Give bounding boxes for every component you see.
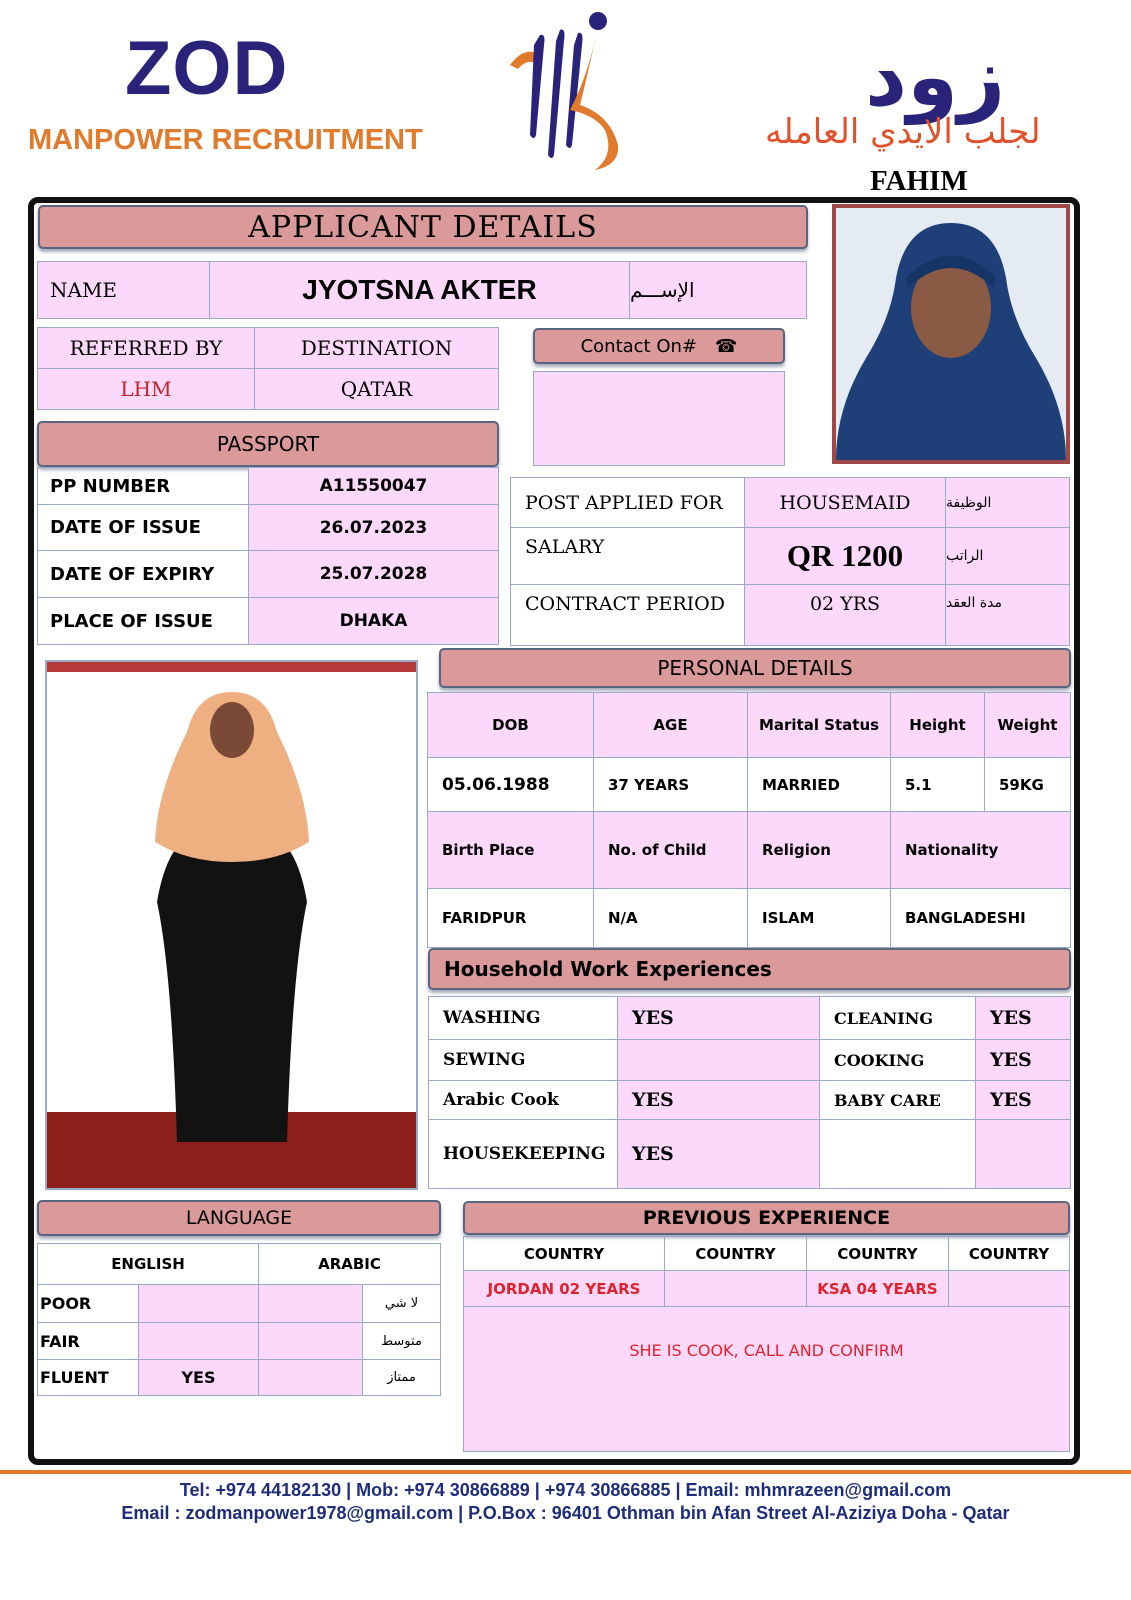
referred-by-value: LHM — [37, 368, 255, 410]
logo-arabic-text: زود — [865, 30, 1006, 125]
washing-value: YES — [617, 996, 820, 1040]
post-applied-label: POST APPLIED FOR — [510, 477, 745, 528]
portrait-photo — [832, 204, 1070, 464]
country-value-3: KSA 04 YEARS — [806, 1270, 949, 1307]
contact-value — [533, 371, 785, 466]
post-applied-label-arabic: الوظيفة — [945, 477, 1070, 528]
arabic-cook-value: YES — [617, 1080, 820, 1120]
company-logo-icon — [500, 5, 640, 175]
previous-experience-title: PREVIOUS EXPERIENCE — [463, 1201, 1070, 1235]
phone-icon: ☎ — [715, 335, 738, 357]
place-of-issue-label: PLACE OF ISSUE — [37, 597, 249, 645]
poor-label-arabic: لا شي — [362, 1284, 441, 1323]
arabic-header: ARABIC — [258, 1243, 441, 1285]
fluent-label-arabic: ممتاز — [362, 1359, 441, 1396]
marital-status-header: Marital Status — [747, 692, 891, 758]
poor-english — [138, 1284, 259, 1323]
country-header-1: COUNTRY — [463, 1236, 665, 1271]
destination-label: DESTINATION — [254, 327, 499, 369]
baby-care-value: YES — [975, 1080, 1071, 1120]
birth-place-header: Birth Place — [427, 811, 594, 889]
date-of-expiry-label: DATE OF EXPIRY — [37, 550, 249, 598]
previous-experience-note: SHE IS COOK, CALL AND CONFIRM — [463, 1306, 1070, 1452]
height-header: Height — [890, 692, 985, 758]
contract-period-label: CONTRACT PERIOD — [510, 584, 745, 646]
date-of-issue-value: 26.07.2023 — [248, 504, 499, 551]
housekeeping-label: HOUSEKEEPING — [428, 1119, 618, 1189]
religion-value: ISLAM — [747, 888, 891, 948]
applicant-name: JYOTSNA AKTER — [209, 261, 630, 319]
agent-name: FAHIM — [870, 165, 968, 197]
dob-header: DOB — [427, 692, 594, 758]
age-value: 37 YEARS — [593, 757, 748, 812]
weight-value: 59KG — [984, 757, 1071, 812]
fluent-arabic — [258, 1359, 363, 1396]
weight-header: Weight — [984, 692, 1071, 758]
referred-by-label: REFERRED BY — [37, 327, 255, 369]
sewing-value — [617, 1039, 820, 1081]
nationality-header: Nationality — [890, 811, 1071, 889]
household-title: Household Work Experiences — [428, 948, 1071, 990]
household-empty-label — [819, 1119, 976, 1189]
cooking-value: YES — [975, 1039, 1071, 1081]
contact-label: Contact On# — [580, 335, 697, 357]
cleaning-value: YES — [975, 996, 1071, 1040]
contract-period-value: 02 YRS — [744, 584, 946, 646]
name-label: NAME — [37, 261, 210, 319]
salary-value: QR 1200 — [744, 527, 946, 585]
date-of-expiry-value: 25.07.2028 — [248, 550, 499, 598]
marital-status-value: MARRIED — [747, 757, 891, 812]
height-value: 5.1 — [890, 757, 985, 812]
birth-place-value: FARIDPUR — [427, 888, 594, 948]
country-header-3: COUNTRY — [806, 1236, 949, 1271]
pp-number-value: A11550047 — [248, 467, 499, 505]
logo-subtitle: MANPOWER RECRUITMENT — [28, 124, 423, 156]
housekeeping-value: YES — [617, 1119, 820, 1189]
full-body-photo — [45, 660, 418, 1190]
cooking-label: COOKING — [819, 1039, 976, 1081]
place-of-issue-value: DHAKA — [248, 597, 499, 645]
fluent-label: FLUENT — [37, 1359, 139, 1396]
full-body-image-icon — [47, 672, 416, 1188]
personal-details-title: PERSONAL DETAILS — [439, 648, 1071, 688]
english-header: ENGLISH — [37, 1243, 259, 1285]
portrait-image-icon — [836, 208, 1066, 460]
footer-divider — [0, 1470, 1131, 1474]
country-header-4: COUNTRY — [948, 1236, 1070, 1271]
applicant-details-title: APPLICANT DETAILS — [38, 205, 808, 249]
fluent-english: YES — [138, 1359, 259, 1396]
nationality-value: BANGLADESHI — [890, 888, 1071, 948]
post-applied-value: HOUSEMAID — [744, 477, 946, 528]
no-of-child-value: N/A — [593, 888, 748, 948]
fair-label-arabic: متوسط — [362, 1322, 441, 1360]
language-title: LANGUAGE — [37, 1200, 441, 1236]
fair-english — [138, 1322, 259, 1360]
passport-title: PASSPORT — [37, 421, 499, 467]
dob-value: 05.06.1988 — [427, 757, 594, 812]
salary-label-arabic: الراتب — [945, 527, 1070, 585]
date-of-issue-label: DATE OF ISSUE — [37, 504, 249, 551]
footer-contact-line: Tel: +974 44182130 | Mob: +974 30866889 | +974 30866885 | Email: mhmrazeen@gmail.com — [179, 1480, 952, 1500]
washing-label: WASHING — [428, 996, 618, 1040]
name-label-arabic: الإســـم — [629, 261, 807, 319]
fair-label: FAIR — [37, 1322, 139, 1360]
cleaning-label: CLEANING — [819, 996, 976, 1040]
salary-label: SALARY — [510, 527, 745, 585]
country-value-2 — [664, 1270, 807, 1307]
poor-arabic — [258, 1284, 363, 1323]
no-of-child-header: No. of Child — [593, 811, 748, 889]
country-value-1: JORDAN 02 YEARS — [463, 1270, 665, 1307]
fair-arabic — [258, 1322, 363, 1360]
household-empty-value — [975, 1119, 1071, 1189]
baby-care-label: BABY CARE — [819, 1080, 976, 1120]
logo-text: ZOD — [125, 26, 289, 111]
sewing-label: SEWING — [428, 1039, 618, 1081]
logo-arabic-subtitle: لجلب الايدي العامله — [765, 112, 1041, 152]
contract-period-label-arabic: مدة العقد — [945, 584, 1070, 646]
age-header: AGE — [593, 692, 748, 758]
poor-label: POOR — [37, 1284, 139, 1323]
arabic-cook-label: Arabic Cook — [428, 1080, 618, 1120]
pp-number-label: PP NUMBER — [37, 467, 249, 505]
contact-title — [533, 328, 785, 364]
country-value-4 — [948, 1270, 1070, 1307]
destination-value: QATAR — [254, 368, 499, 410]
country-header-2: COUNTRY — [664, 1236, 807, 1271]
footer-address-line: Email : zodmanpower1978@gmail.com | P.O.Box : 96401 Othman bin Afan Street Al-Aziziya Doha - Qatar — [121, 1503, 1010, 1523]
religion-header: Religion — [747, 811, 891, 889]
